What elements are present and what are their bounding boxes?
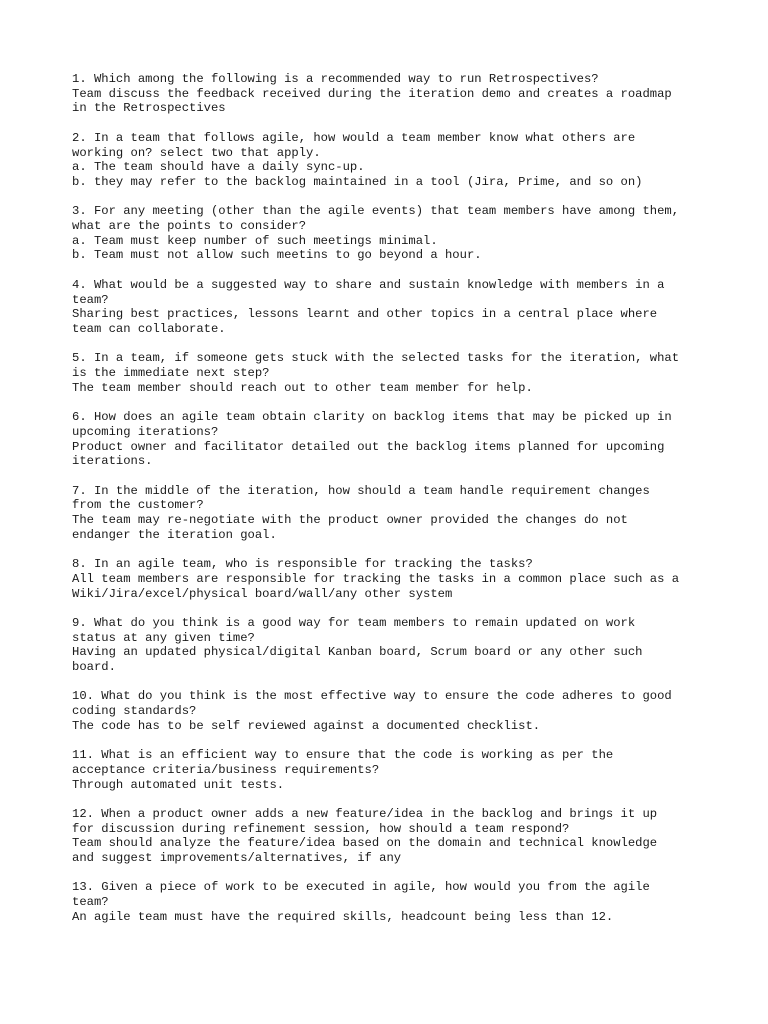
qa-item-7 [72,484,732,543]
qa-item-6 [72,410,732,469]
question-text: 1. Which among the following is a recommended way to run Retrospectives? [72,72,599,86]
qa-item-1 [72,72,732,116]
text-line: The team member should reach out to other team member for help. [72,380,533,395]
text-line: Product owner and facilitator detailed out the backlog items planned for upcoming [72,439,665,454]
text-line: b. they may refer to the backlog maintained in a tool (Jira, Prime, and so on) [72,174,643,189]
text-line: iterations. [72,454,153,469]
document-page [72,72,732,939]
text-line: The team may re-negotiate with the product owner provided the changes do not [72,513,628,527]
text-line: in the Retrospectives [72,101,226,116]
text-line: Team should analyze the feature/idea based on the domain and technical knowledge [72,836,658,851]
qa-item-12 [72,807,732,866]
qa-item-2 [72,131,732,190]
question-text: 6. How does an agile team obtain clarity on backlog items that may be picked up in [72,410,672,425]
text-line: for discussion during refinement session, how should a team respond? [72,821,570,836]
question-text: 8. In an agile team, who is responsible for tracking the tasks? [72,557,533,572]
text-line: what are the points to consider? [72,219,307,233]
text-line: upcoming iterations? [72,424,219,439]
text-line: coding standards? [72,704,197,719]
text-line: team can collaborate. [72,321,226,336]
text-line: Through automated unit tests. [72,777,285,792]
text-line: a. The team should have a daily sync-up. [72,160,365,175]
text-line: team? [72,895,109,910]
text-line: Sharing best practices, lessons learnt and other topics in a central place where [72,307,658,322]
qa-item-5 [72,351,732,395]
question-text: 7. In the middle of the iteration, how should a team handle requirement changes [72,483,650,498]
text-line: acceptance criteria/business requirements? [72,762,380,777]
question-text: 3. For any meeting (other than the agile events) that team members have among them, [72,204,680,219]
text-line: team? [72,292,109,307]
question-text: 10. What do you think is the most effective way to ensure the code adheres to good [72,689,672,704]
text-line: working on? select two that apply. [72,145,321,160]
text-line: b. Team must not allow such meetins to go beyond a hour. [72,248,482,263]
qa-item-13 [72,880,732,924]
text-line: endanger the iteration goal. [72,527,277,542]
qa-item-3 [72,204,732,263]
text-line: from the customer? [72,498,204,513]
text-line: status at any given time? [72,630,255,645]
question-text: 12. When a product owner adds a new feature/idea in the backlog and brings it up [72,806,658,821]
text-line: Having an updated physical/digital Kanban board, Scrum board or any other such [72,645,643,660]
text-line: An agile team must have the required skills, headcount being less than 12. [72,909,614,924]
qa-item-11 [72,748,732,792]
text-line: and suggest improvements/alternatives, if any [72,851,402,866]
question-text: 11. What is an efficient way to ensure that the code is working as per the [72,748,614,763]
qa-item-4 [72,278,732,337]
question-text: 13. Given a piece of work to be executed in agile, how would you from the agile [72,880,650,895]
text-line: a. Team must keep number of such meetings minimal. [72,233,438,248]
text-line: The code has to be self reviewed against a documented checklist. [72,718,541,733]
text-line: board. [72,660,116,674]
text-line: All team members are responsible for tracking the tasks in a common place such as a [72,571,680,586]
question-text: 4. What would be a suggested way to share and sustain knowledge with members in a [72,277,665,292]
question-text: 2. In a team that follows agile, how would a team member know what others are [72,130,636,145]
text-line: Wiki/Jira/excel/physical board/wall/any other system [72,586,453,601]
qa-item-8 [72,557,732,601]
qa-item-10 [72,689,732,733]
qa-item-9 [72,616,732,675]
question-text: 5. In a team, if someone gets stuck with the selected tasks for the iteration, what [72,351,680,366]
text-line: Team discuss the feedback received during the iteration demo and creates a roadmap [72,86,672,101]
question-text: 9. What do you think is a good way for team members to remain updated on work [72,615,636,630]
text-line: is the immediate next step? [72,366,270,380]
